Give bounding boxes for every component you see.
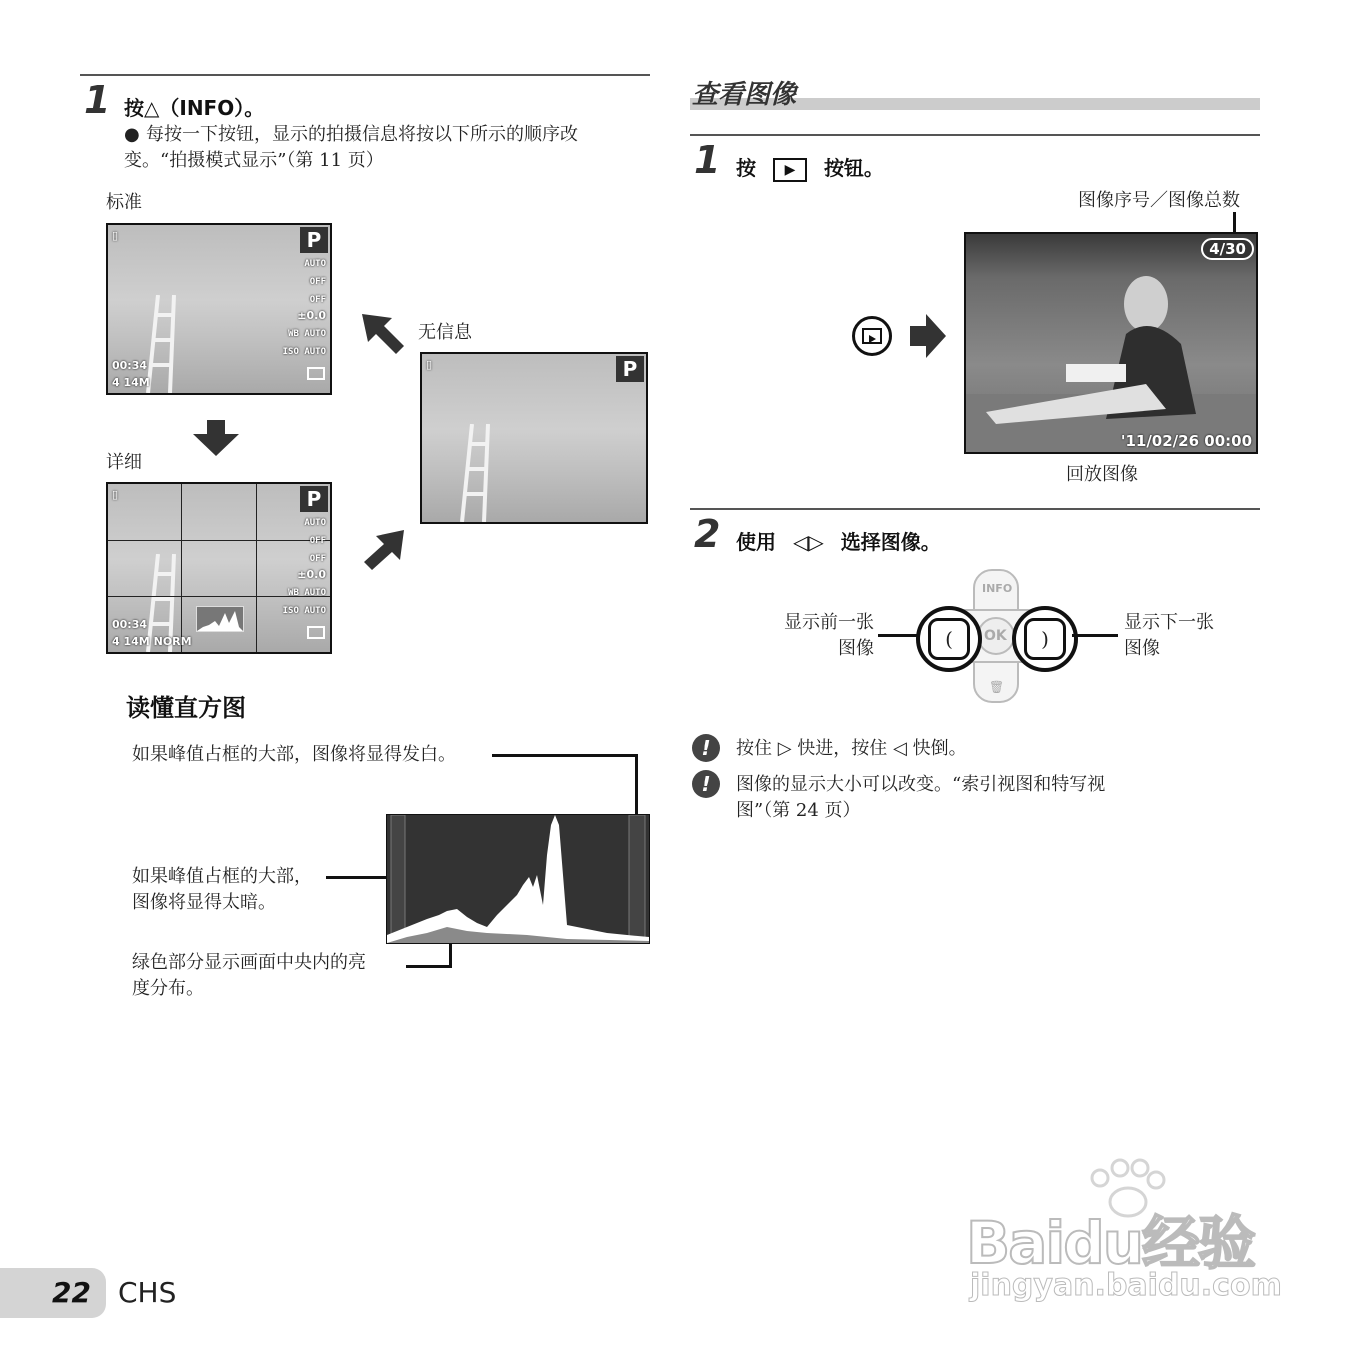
image-counter: 4/30: [1201, 238, 1254, 260]
next-label-line2: 图像: [1124, 638, 1160, 659]
compression-label: NORM: [153, 635, 192, 648]
left-bracket-icon: (: [928, 618, 970, 660]
caution-icon: !: [692, 734, 720, 762]
arrow-right-icon: [910, 314, 946, 362]
shots-remaining: [112, 376, 150, 389]
mode-p-icon: P: [300, 227, 328, 253]
arrow-down-icon: [193, 420, 239, 460]
ev-value: ±0.0: [297, 309, 326, 322]
image-size: 14M: [123, 376, 150, 389]
step-2-number: 2: [694, 512, 721, 556]
step-1-title-post: 按钮。: [823, 156, 884, 180]
bullet-text: 每按一下按钮，显示的拍摄信息将按以下所示的顺序改变。“拍摄模式显示”（第 11 页）: [124, 124, 578, 171]
aspect-icon: [307, 626, 325, 639]
grid-line: [181, 484, 182, 652]
step-1-title-pre: 按: [736, 156, 756, 180]
macro-off-icon: OFF: [309, 277, 326, 287]
language-code: CHS: [118, 1276, 177, 1309]
caution-icon: !: [692, 770, 720, 798]
right-button[interactable]: [1012, 606, 1078, 672]
step-1-number: 1: [84, 78, 111, 122]
mini-histogram: [196, 606, 244, 632]
mode-p-icon: P: [300, 486, 328, 512]
histogram-graph: [386, 814, 650, 944]
ok-button[interactable]: OK: [984, 628, 1007, 644]
step-rule: [690, 508, 1260, 510]
step-1-title: [736, 152, 884, 182]
bullet-dot: ●: [124, 124, 140, 145]
iso-auto-icon: ISO AUTO: [282, 347, 326, 357]
shots-count: 4: [112, 635, 120, 648]
wb-auto-icon: WB AUTO: [288, 588, 326, 598]
grid-line: [256, 484, 257, 652]
macro-off-icon: OFF: [309, 536, 326, 546]
prev-label-line2: 图像: [838, 638, 874, 659]
histogram-note-bright: 如果峰值占框的大部，图像将显得发白。: [132, 744, 456, 765]
note-fast-forward: 按住 ▷ 快进，按住 ◁ 快倒。: [736, 738, 967, 759]
selftimer-off-icon: OFF: [309, 554, 326, 564]
histogram-note-dark-2: 图像将显得太暗。: [132, 892, 276, 913]
playback-photo: [966, 234, 1256, 452]
label-standard: 标准: [106, 192, 142, 213]
ev-value: ±0.0: [297, 568, 326, 581]
note-display-size-2: 图”（第 24 页）: [736, 800, 861, 821]
step-2-title-post: 选择图像。: [840, 530, 941, 554]
left-right-arrows-icon: ◁▷: [792, 530, 824, 554]
watermark-url: jingyan.baidu.com: [970, 1268, 1282, 1303]
battery-icon: ▯: [112, 488, 119, 501]
label-detailed: 详细: [106, 452, 142, 473]
leader-line: [492, 754, 638, 757]
leader-line: [406, 965, 452, 968]
playback-button[interactable]: [852, 316, 892, 356]
histogram-note-center-2: 度分布。: [132, 978, 204, 999]
shots-remaining: [112, 635, 192, 648]
grid-line: [108, 540, 330, 541]
step-1-title: 按△（INFO）。: [124, 96, 265, 120]
arrow-up-left-icon: [362, 314, 404, 358]
selftimer-off-icon: OFF: [309, 295, 326, 305]
step-1-number: 1: [694, 138, 721, 182]
leader-line: [635, 754, 638, 816]
histogram-note-dark-1: 如果峰值占框的大部，: [132, 866, 312, 887]
watermark-brand: Baidu经验: [966, 1209, 1255, 1277]
iso-auto-icon: ISO AUTO: [282, 606, 326, 616]
record-time: 00:34: [112, 359, 148, 372]
camera-screen-no-info: [420, 352, 648, 524]
arrow-up-right-icon: [362, 530, 404, 574]
shots-count: 4: [112, 376, 120, 389]
next-image-label: [1124, 610, 1214, 662]
ladder-image: [460, 424, 496, 522]
playback-caption: 回放图像: [1066, 464, 1138, 485]
leader-line: [326, 876, 388, 879]
wb-auto-icon: WB AUTO: [288, 329, 326, 339]
next-label-line1: 显示下一张: [1124, 612, 1214, 633]
mode-p-icon: P: [616, 356, 644, 382]
battery-icon: ▯: [112, 229, 119, 242]
trash-icon[interactable]: 🗑: [989, 680, 1005, 694]
histogram-heading: 读懂直方图: [126, 694, 246, 722]
step-rule: [690, 134, 1260, 136]
playback-image: [964, 232, 1258, 454]
prev-label-line1: 显示前一张: [784, 612, 874, 633]
camera-screen-detailed: [106, 482, 332, 654]
step-2-title-pre: 使用: [736, 530, 776, 554]
label-no-info: 无信息: [418, 322, 472, 343]
section-title: 查看图像: [692, 80, 797, 110]
playback-button-icon: ▶: [773, 158, 807, 182]
ladder-image: [146, 295, 182, 393]
flash-auto-icon: AUTO: [304, 518, 326, 528]
histogram-note-center-1: 绿色部分显示画面中央内的亮: [132, 952, 366, 973]
note-display-size-1: 图像的显示大小可以改变。“索引视图和特写视: [736, 774, 1106, 795]
flash-auto-icon: AUTO: [304, 259, 326, 269]
prev-image-label: [774, 610, 874, 662]
camera-screen-standard: [106, 223, 332, 395]
right-bracket-icon: ): [1024, 618, 1066, 660]
top-rule-left: [80, 74, 650, 76]
leader-line: [878, 634, 918, 637]
aspect-icon: [307, 367, 325, 380]
record-time: 00:34: [112, 618, 148, 631]
info-button[interactable]: INFO: [982, 582, 1013, 595]
left-button[interactable]: [916, 606, 982, 672]
step-2-title: [736, 526, 941, 555]
playback-icon: [862, 328, 882, 344]
battery-icon: ▯: [426, 358, 433, 371]
image-size: 14M: [123, 635, 150, 648]
step-1-bullet: [124, 122, 636, 174]
image-timestamp: '11/02/26 00:00: [1120, 432, 1252, 450]
image-counter-label: 图像序号／图像总数: [1078, 190, 1240, 211]
page-number: 22: [52, 1276, 91, 1309]
leader-line: [1072, 634, 1118, 637]
